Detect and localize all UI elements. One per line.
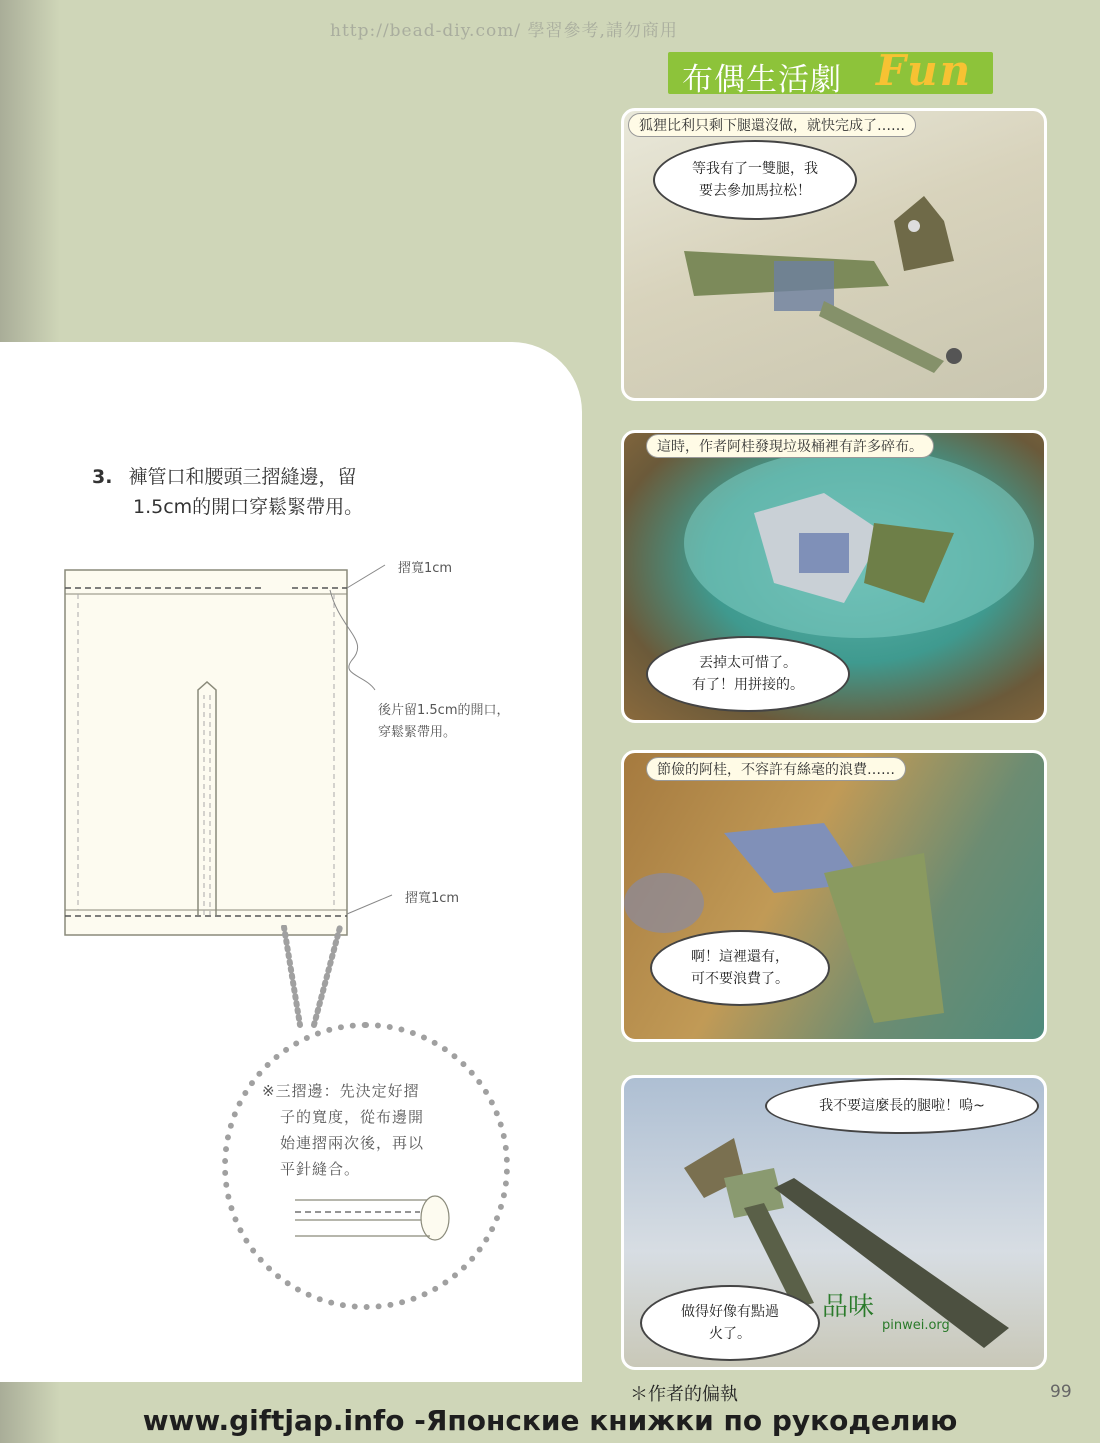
top-watermark: http://bead-diy.com/ 學習參考,請勿商用: [330, 21, 678, 41]
step-number: 3.: [92, 466, 113, 488]
pants-pattern-diagram: [40, 550, 460, 970]
label-top-fold: 摺寬1cm: [398, 561, 453, 576]
pinwei-logo-site: pinwei.org: [882, 1318, 950, 1333]
panel-1-caption: 狐狸比利只剩下腿還沒做，就快完成了……: [628, 113, 916, 137]
note-line-1: ※三摺邊：先決定好摺: [262, 1082, 420, 1100]
panel-2-caption: 這時，作者阿桂發現垃圾桶裡有許多碎布。: [646, 434, 934, 458]
page-number: 99: [1050, 1382, 1072, 1402]
panel-4-speech-bubble: [640, 1285, 820, 1361]
panel-2-bubble-line-2: 有了！用拼接的。: [692, 677, 804, 693]
pinwei-logo-mark: 品味: [822, 1292, 875, 1322]
note-line-3: 始連摺兩次後，再以: [280, 1134, 425, 1152]
note-connector: [270, 925, 350, 1035]
panel-1-bubble-line-2: 要去參加馬拉松！: [699, 183, 811, 199]
step-instruction: [92, 462, 363, 522]
pattern-outline: [65, 570, 347, 935]
step-line-2: 1.5cm的開口穿鬆緊帶用。: [133, 496, 364, 518]
hem-fold-illustration: [290, 1180, 460, 1260]
panel-1-speech-bubble: [653, 140, 857, 220]
step-line-1: 褲管口和腰頭三摺縫邊，留: [128, 466, 357, 488]
panel-3-caption: 節儉的阿桂，不容許有絲毫的浪費……: [646, 757, 906, 781]
note-text: [262, 1078, 482, 1182]
label-opening-line-2: 穿鬆緊帶用。: [378, 725, 457, 740]
panel-3-bubble-line-1: 啊！這裡還有，: [691, 949, 789, 965]
label-bottom-fold: 摺寬1cm: [405, 891, 460, 906]
panel-2-bubble-line-1: 丟掉太可惜了。: [699, 655, 797, 671]
series-banner: [668, 46, 998, 98]
panel-4-bubble-line-1: 做得好像有點過: [681, 1304, 779, 1320]
panel-4-top-bubble: 我不要這麼長的腿啦！嗚~: [765, 1078, 1039, 1134]
note-line-4: 平針縫合。: [280, 1160, 361, 1178]
series-accent: Fun: [876, 46, 973, 95]
series-title: 布偶生活劇: [682, 62, 842, 98]
panel-2-speech-bubble: [646, 636, 850, 712]
panel-1-bubble-line-1: 等我有了一雙腿，我: [692, 161, 818, 177]
label-opening: [378, 700, 510, 744]
leader-top: [347, 565, 385, 588]
label-opening-line-1: 後片留1.5cm的開口，: [378, 703, 510, 718]
bottom-watermark: www.giftjap.info -Японские книжки по рукоделию: [142, 1404, 958, 1437]
panel-3-bubble-line-2: 可不要浪費了。: [691, 971, 789, 987]
leader-bottom: [347, 895, 392, 914]
note-line-2: 子的寬度，從布邊開: [280, 1108, 425, 1126]
footer-note: ＊作者的偏執: [630, 1384, 738, 1405]
panel-4-bubble-line-2: 火了。: [709, 1326, 751, 1342]
panel-3-speech-bubble: [650, 930, 830, 1006]
